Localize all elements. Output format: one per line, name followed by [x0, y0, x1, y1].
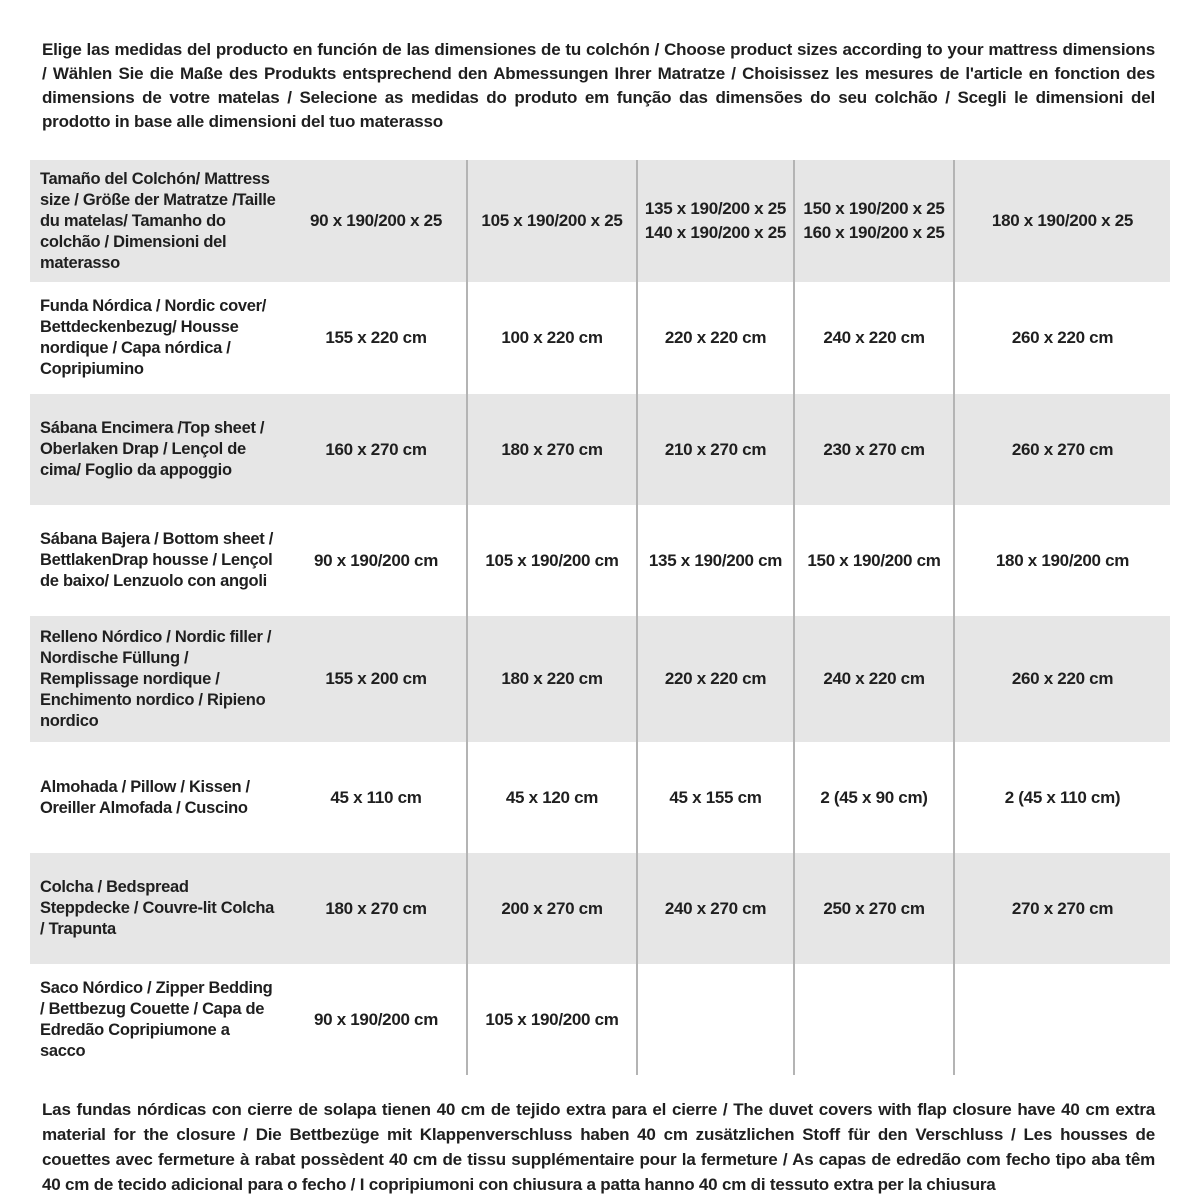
row-label: Almohada / Pillow / Kissen / Oreiller Almofada / Cuscino — [40, 777, 250, 817]
table-row-mattress-size — [30, 160, 1170, 282]
size-value: 90 x 190/200 x 25 — [310, 211, 442, 230]
size-value: 210 x 270 cm — [636, 394, 793, 505]
size-value: 2 (45 x 110 cm) — [953, 742, 1170, 853]
row-label: Saco Nórdico / Zipper Bedding / Bettbezug Couette / Capa de Edredão Copripiumone a sacco — [40, 978, 273, 1060]
size-value: 155 x 220 cm — [325, 328, 427, 347]
row-label: Tamaño del Colchón/ Mattress size / Größe der Matratze /Taille du matelas/ Tamanho do colchão / Dimensioni del materasso — [40, 169, 276, 272]
size-value: 180 x 270 cm — [325, 898, 427, 918]
size-value: 45 x 155 cm — [636, 742, 793, 853]
size-value: 260 x 220 cm — [953, 616, 1170, 742]
size-value: 180 x 220 cm — [466, 616, 636, 742]
size-value: 240 x 220 cm — [793, 616, 953, 742]
size-value: 200 x 270 cm — [466, 853, 636, 964]
size-value: 160 x 270 cm — [325, 439, 427, 459]
size-value: 90 x 190/200 cm — [313, 1009, 439, 1029]
table-row-pillow — [30, 742, 1170, 853]
size-value: 45 x 120 cm — [466, 742, 636, 853]
size-value: 260 x 270 cm — [953, 394, 1170, 505]
size-value: 105 x 190/200 cm — [466, 964, 636, 1075]
row-label: Sábana Bajera / Bottom sheet / BettlakenDrap housse / Lençol de baixo/ Lenzuolo con angoli — [40, 530, 274, 590]
size-value: 180 x 190/200 x 25 — [953, 160, 1170, 282]
size-value: 220 x 220 cm — [636, 282, 793, 394]
size-value: 105 x 190/200 cm — [466, 505, 636, 616]
row-label: Sábana Encimera /Top sheet / Oberlaken Drap / Lençol de cima/ Foglio da appoggio — [40, 419, 265, 479]
size-value: 220 x 220 cm — [636, 616, 793, 742]
size-value: 240 x 220 cm — [793, 282, 953, 394]
size-value: 105 x 190/200 x 25 — [466, 160, 636, 282]
size-value: 260 x 220 cm — [953, 282, 1170, 394]
size-value: 270 x 270 cm — [953, 853, 1170, 964]
intro-text: Elige las medidas del producto en función de las dimensiones de tu colchón / Choose product sizes according to your mattress dimensions / Wählen Sie die Maße des Produkts entsprechend den Abmessungen Ihrer Matratze / Choisissez les mesures de l'article en fonction des dimensions de votre matelas / Selecione as medidas do produto em função das dimensões do seu colchão / Scegli le dimensioni del prodotto in base alle dimensioni del tuo materasso — [42, 40, 1155, 131]
size-value: 250 x 270 cm — [793, 853, 953, 964]
size-value: 90 x 190/200 cm — [313, 550, 439, 570]
size-value: 180 x 270 cm — [466, 394, 636, 505]
size-value: 155 x 200 cm — [325, 669, 427, 688]
size-value — [953, 964, 1170, 1075]
size-value: 45 x 110 cm — [330, 787, 422, 807]
size-value: 135 x 190/200 cm — [636, 505, 793, 616]
row-label: Relleno Nórdico / Nordic filler / Nordische Füllung / Remplissage nordique / Enchimento nordico / Ripieno nordico — [40, 627, 272, 730]
size-value: 150 x 190/200 cm — [793, 505, 953, 616]
row-label: Colcha / Bedspread Steppdecke / Couvre-lit Colcha / Trapunta — [40, 878, 274, 938]
size-value — [793, 964, 953, 1075]
footnote-text: Las fundas nórdicas con cierre de solapa tienen 40 cm de tejido extra para el cierre / The duvet covers with flap closure have 40 cm extra material for the closure / Die Bettbezüge mit Klappenverschluss haben 40 cm zusätzlichen Stoff für den Verschluss / Les housses de couettes avec fermeture à rabat possèdent 40 cm de tissu supplémentaire pour la fermeture / As capas de edredão com fecho tipo aba têm 40 cm de tecido adicional para o fecho / I copripiumoni con chiusura a patta hanno 40 cm di tessuto extra per la chiusura — [42, 1100, 1155, 1194]
table-row-nordic-filler — [30, 616, 1170, 742]
size-table — [30, 160, 1170, 1075]
table-row-nordic-cover — [30, 282, 1170, 394]
table-row-top-sheet — [30, 394, 1170, 505]
table-row-bottom-sheet — [30, 505, 1170, 616]
table-row-zipper-bedding — [30, 964, 1170, 1075]
size-value: 150 x 190/200 x 25 160 x 190/200 x 25 — [793, 160, 953, 282]
row-label: Funda Nórdica / Nordic cover/ Bettdeckenbezug/ Housse nordique / Capa nórdica / Copripiumino — [40, 297, 267, 378]
size-value: 135 x 190/200 x 25 140 x 190/200 x 25 — [636, 160, 793, 282]
table-row-bedspread — [30, 853, 1170, 964]
size-value — [636, 964, 793, 1075]
size-value: 180 x 190/200 cm — [953, 505, 1170, 616]
size-value: 100 x 220 cm — [466, 282, 636, 394]
size-value: 230 x 270 cm — [793, 394, 953, 505]
size-value: 2 (45 x 90 cm) — [793, 742, 953, 853]
size-value: 240 x 270 cm — [636, 853, 793, 964]
